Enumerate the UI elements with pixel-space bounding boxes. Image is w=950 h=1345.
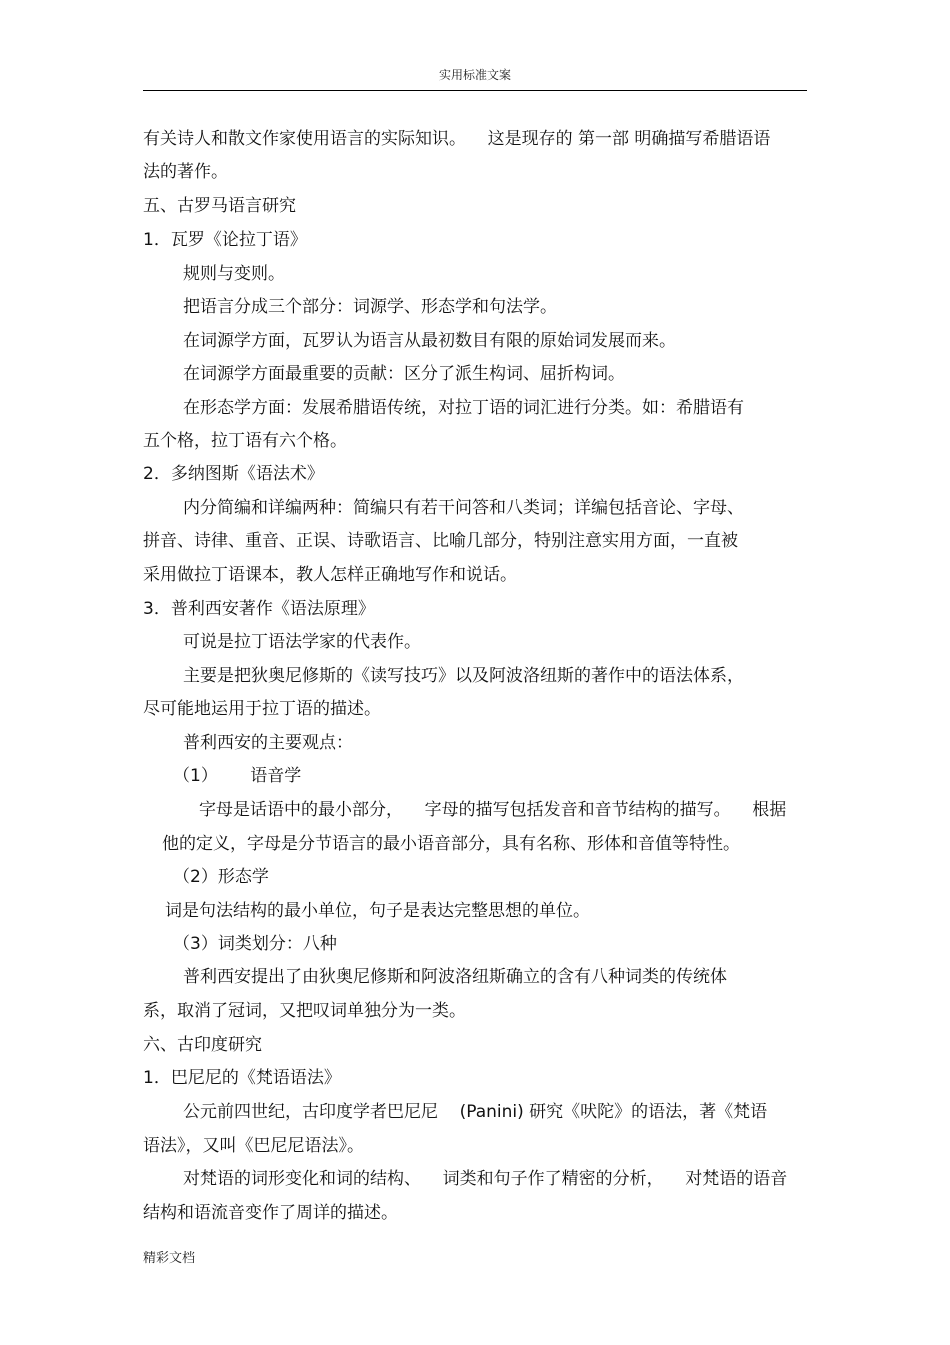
text-line-18: 尽可能地运用于拉丁语的描述。 — [143, 699, 381, 719]
text-line-27: 系，取消了冠词，又把叹词单独分为一类。 — [143, 1001, 466, 1021]
subheading-panini: 1．巴尼尼的《梵语语法》 — [143, 1068, 341, 1088]
text-line-6: 把语言分成三个部分：词源学、形态学和句法学。 — [183, 297, 557, 317]
text-line-1: 有关诗人和散文作家使用语言的实际知识。 这是现存的 第一部 明确描写希腊语语 — [143, 129, 771, 149]
text-line-24: 词是句法结构的最小单位，句子是表达完整思想的单位。 — [165, 901, 590, 921]
text-line-7: 在词源学方面，瓦罗认为语言从最初数目有限的原始词发展而来。 — [183, 331, 676, 351]
header-rule — [143, 90, 807, 91]
subheading-donatus: 2．多纳图斯《语法术》 — [143, 464, 324, 484]
subheading-priscian: 3．普利西安著作《语法原理》 — [143, 599, 375, 619]
text-line-31: 语法》，又叫《巴尼尼语法》。 — [143, 1136, 364, 1156]
text-line-9: 在形态学方面：发展希腊语传统，对拉丁语的词汇进行分类。如：希腊语有 — [183, 398, 744, 418]
page-header: 实用标准文案 — [438, 68, 511, 82]
text-line-30: 公元前四世纪，古印度学者巴尼尼 (Panini) 研究《吠陀》的语法，著《梵语 — [183, 1102, 768, 1122]
text-line-33: 结构和语流音变作了周详的描述。 — [143, 1203, 398, 1223]
text-line-10: 五个格，拉丁语有六个格。 — [143, 431, 347, 451]
text-line-21: 字母是话语中的最小部分， 字母的描写包括发音和音节结构的描写。 根据 — [199, 800, 787, 820]
item-morphology: （2）形态学 — [173, 867, 269, 887]
section-heading-india: 六、古印度研究 — [143, 1035, 262, 1055]
text-line-8: 在词源学方面最重要的贡献：区分了派生构词、屈折构词。 — [183, 364, 625, 384]
text-line-5: 规则与变则。 — [183, 264, 285, 284]
section-heading-rome: 五、古罗马语言研究 — [143, 196, 296, 216]
text-line-16: 可说是拉丁语法学家的代表作。 — [183, 632, 421, 652]
text-line-32: 对梵语的词形变化和词的结构、 词类和句子作了精密的分析， 对梵语的语音 — [183, 1169, 788, 1189]
subheading-varro: 1．瓦罗《论拉丁语》 — [143, 230, 307, 250]
page-footer: 精彩文档 — [143, 1251, 196, 1266]
text-line-14: 采用做拉丁语课本，教人怎样正确地写作和说话。 — [143, 565, 517, 585]
text-line-12: 内分简编和详编两种：简编只有若干问答和八类词；详编包括音论、字母、 — [183, 498, 744, 518]
text-line-19: 普利西安的主要观点： — [183, 733, 353, 753]
text-line-17: 主要是把狄奥尼修斯的《读写技巧》以及阿波洛纽斯的著作中的语法体系， — [183, 666, 744, 686]
text-line-2: 法的著作。 — [143, 162, 228, 182]
item-phonetics: （1） 语音学 — [173, 766, 302, 786]
text-line-13: 拼音、诗律、重音、正误、诗歌语言、比喻几部分，特别注意实用方面，一直被 — [143, 531, 738, 551]
text-line-26: 普利西安提出了由狄奥尼修斯和阿波洛纽斯确立的含有八种词类的传统体 — [183, 967, 727, 987]
item-word-classes: （3）词类划分：八种 — [173, 934, 337, 954]
text-line-22: 他的定义，字母是分节语言的最小语音部分，具有名称、形体和音值等特性。 — [162, 834, 740, 854]
